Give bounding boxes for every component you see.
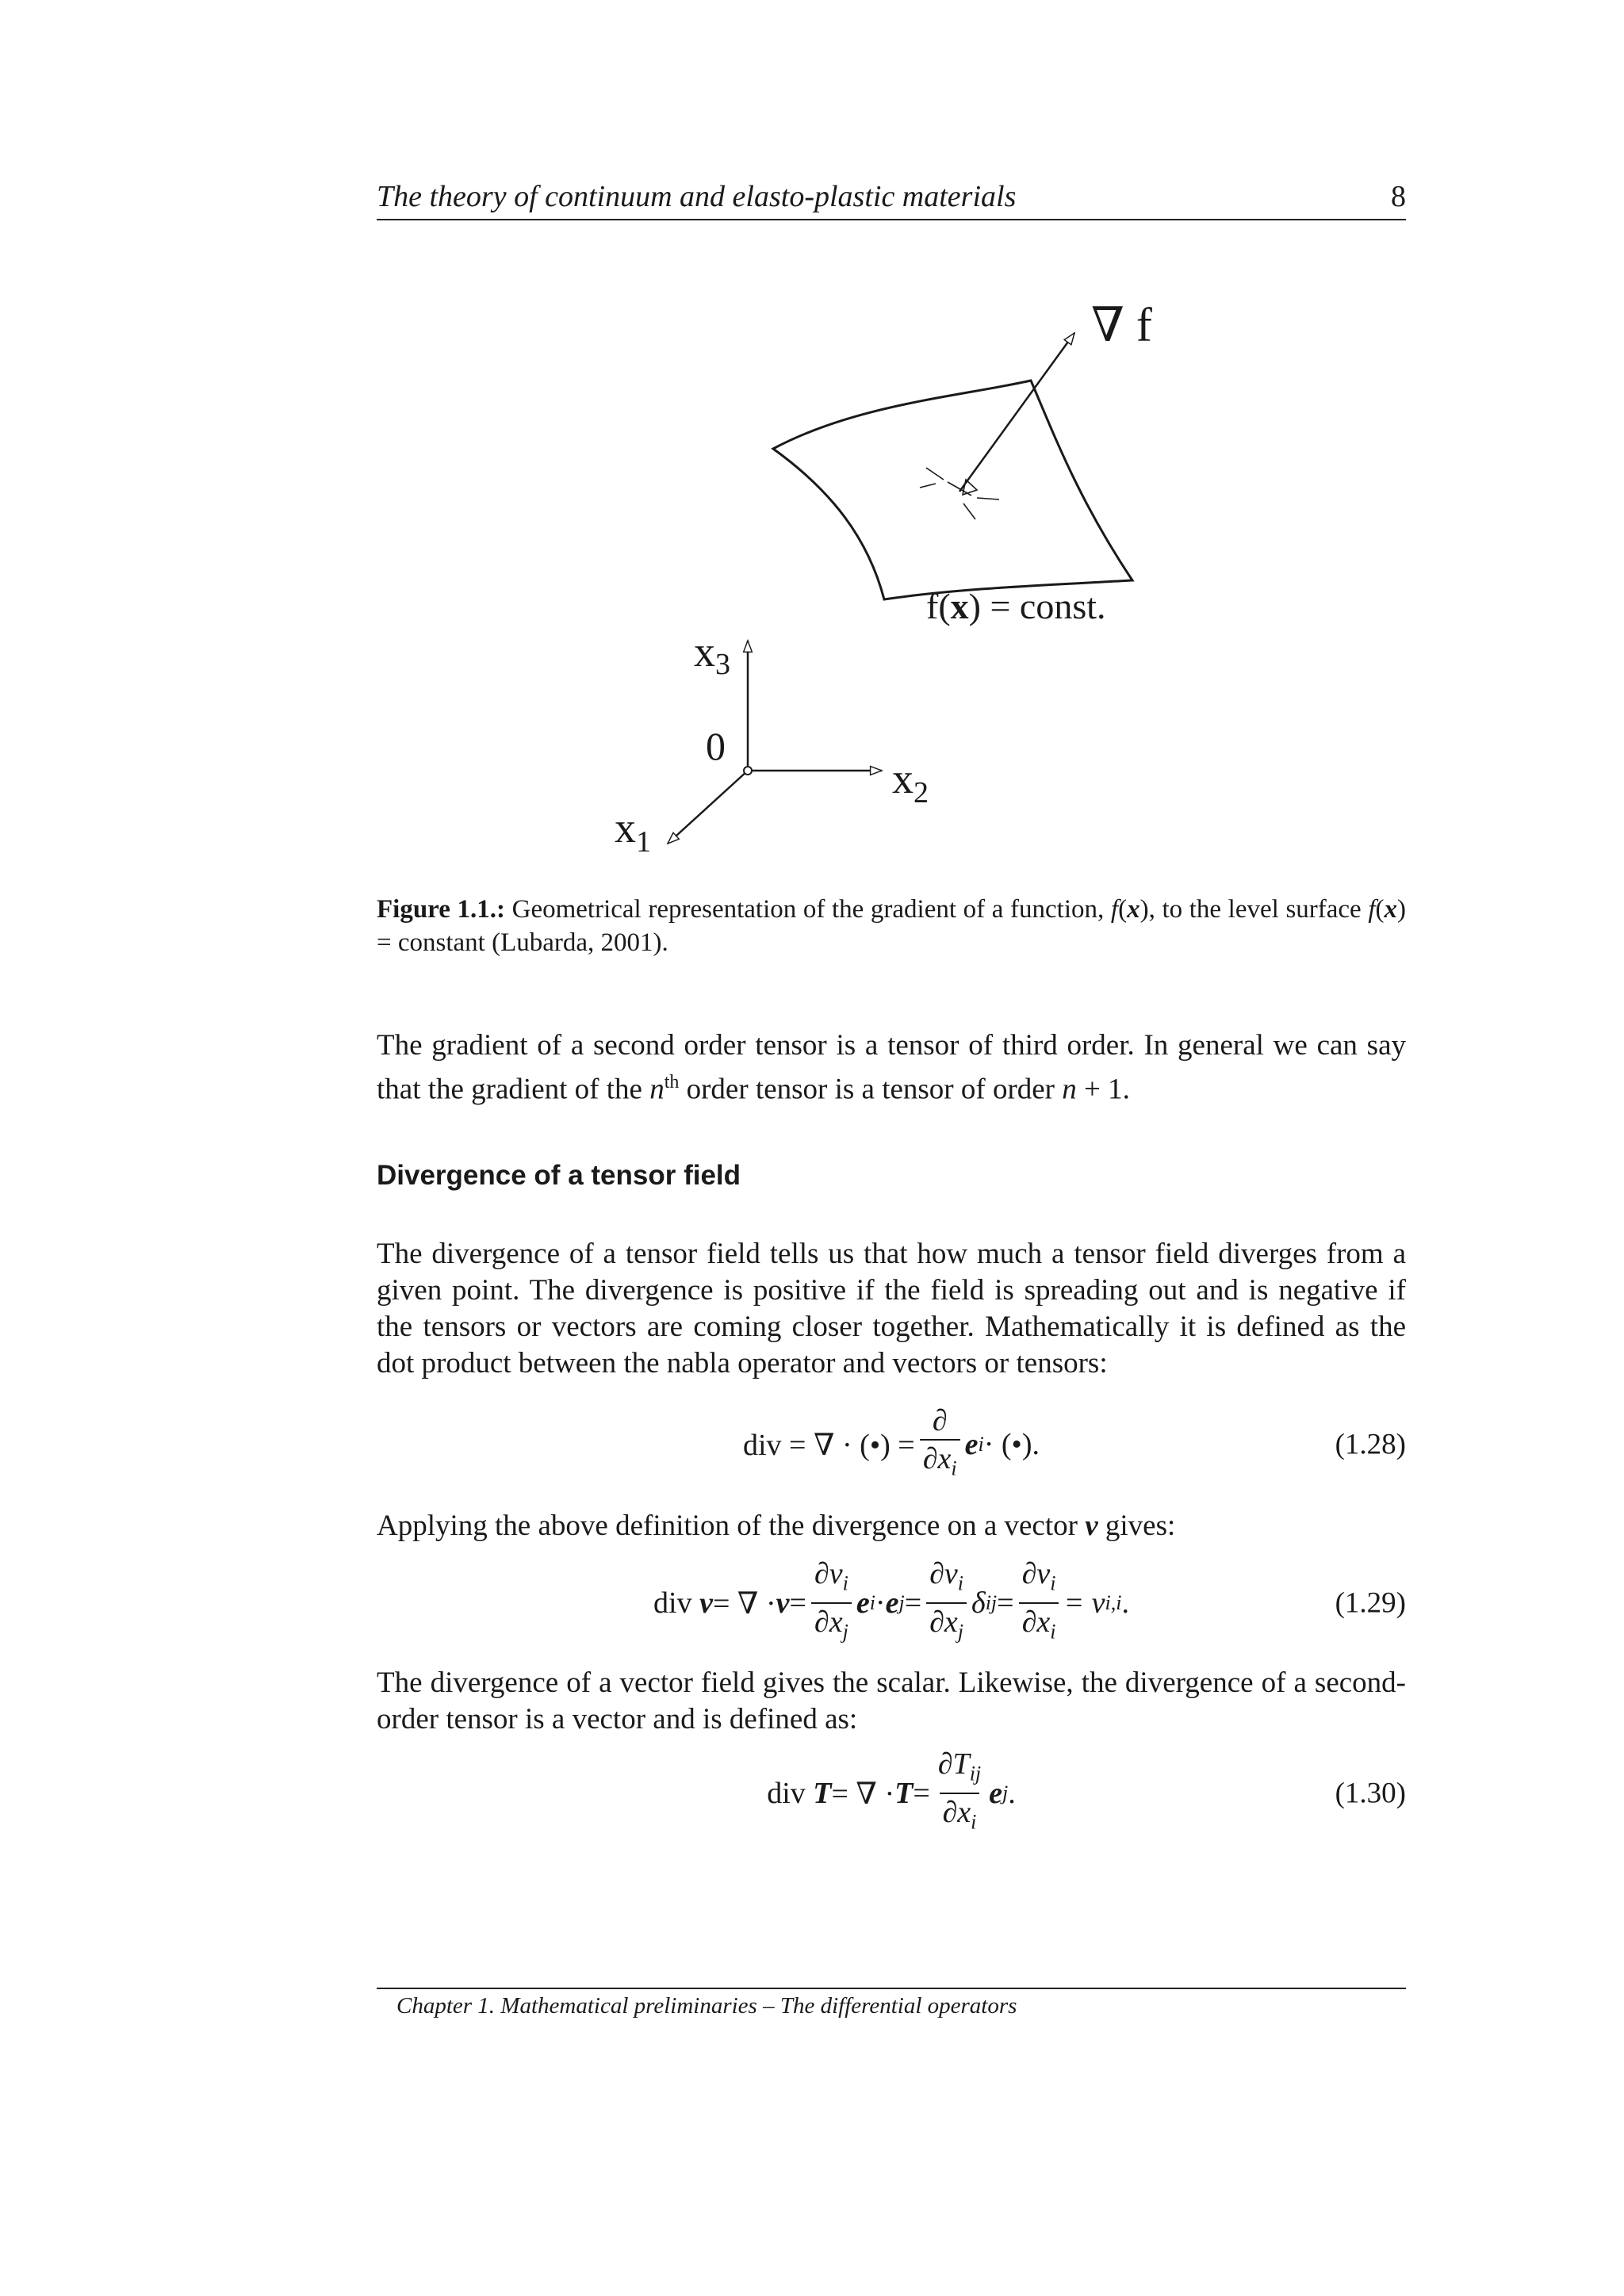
tangent-plane-marks	[920, 468, 999, 519]
eq129-f1-num-sub: i	[842, 1572, 848, 1595]
eq129-e1: e	[856, 1586, 870, 1620]
paragraph-gradient-order	[377, 1027, 1406, 1108]
equation-1-29	[377, 1557, 1406, 1644]
axis-x1-letter: x	[615, 804, 636, 851]
eq130-e: e	[989, 1777, 1003, 1810]
caption-x1: x	[1127, 895, 1140, 924]
eq130-div: div	[767, 1777, 806, 1810]
eq130-numerator	[935, 1747, 984, 1793]
gradient-vector	[959, 333, 1074, 492]
eq130-e-sub: j	[1002, 1781, 1009, 1804]
eq129-f1-num-text: ∂v	[814, 1557, 843, 1591]
eq130-mid: = ∇ ·	[831, 1777, 895, 1811]
eq129-f1-num	[811, 1557, 852, 1602]
eq129-result-sub: i,i	[1105, 1591, 1122, 1614]
eq129-e2-sub: j	[898, 1591, 905, 1614]
eq129-end: .	[1121, 1586, 1129, 1620]
caption-f1: f	[1110, 895, 1119, 924]
paragraph-divergence-definition: The divergence of a tensor field tells us that how much a tensor field diverges from a given point. The divergence is positive if the field is spreading out and is negative if the tensors or vectors are coming closer together. Mathematically it is defined as the dot product between the nabla operator and vectors or tensors:	[377, 1238, 1406, 1380]
eq129-eq4: = v	[1063, 1586, 1105, 1620]
eq130-number: (1.30)	[1335, 1777, 1406, 1810]
eq129-eq1: =	[789, 1586, 806, 1620]
eq129-f3-den	[1019, 1602, 1059, 1649]
eq129-dot: ·	[875, 1586, 886, 1620]
eq128-denominator	[920, 1439, 960, 1486]
p3-text-a: Applying the above definition of the divergence on a vector	[377, 1510, 1086, 1542]
running-header-title: The theory of continuum and elasto-plastic materials	[377, 180, 1017, 213]
caption-f2: f	[1368, 895, 1376, 924]
eq130-den-text: ∂x	[942, 1796, 971, 1829]
eq129-f2-den-text: ∂x	[929, 1605, 958, 1639]
eq130-num-sub: ij	[969, 1762, 982, 1785]
level-surface	[773, 381, 1132, 599]
eq128-number: (1.28)	[1335, 1428, 1406, 1461]
origin-point	[744, 767, 752, 775]
page-number: 8	[1391, 180, 1406, 213]
eq128-numerator: ∂	[932, 1403, 948, 1437]
surface-label-prefix: f(	[926, 586, 951, 626]
eq130-T1: T	[813, 1777, 832, 1810]
footer-rule	[377, 1988, 1406, 1989]
eq129-f2-den-sub: j	[957, 1620, 964, 1644]
eq128-lhs: div = ∇ · (•) =	[743, 1428, 915, 1462]
surface-label	[926, 586, 1106, 626]
p3-text-b: gives:	[1097, 1510, 1176, 1542]
eq129-f1-den-sub: j	[842, 1620, 848, 1644]
eq129-f3-num-sub: i	[1050, 1572, 1056, 1595]
eq129-mid1: = ∇ ·	[712, 1586, 776, 1621]
eq129-delta: δ	[971, 1586, 986, 1620]
eq129-f2-num	[926, 1557, 967, 1602]
section-heading: Divergence of a tensor field	[377, 1160, 741, 1191]
eq129-v2: v	[776, 1586, 790, 1620]
caption-label: Figure 1.1.:	[377, 895, 505, 924]
equation-1-30	[377, 1747, 1406, 1834]
eq129-f3-den-text: ∂x	[1021, 1605, 1051, 1639]
eq129-fraction-1	[811, 1557, 852, 1648]
axis-x3-letter: x	[694, 628, 715, 675]
gradient-figure-svg	[587, 301, 1205, 872]
eq129-div: div	[653, 1586, 692, 1620]
axis-x2-label	[892, 755, 929, 809]
gradient-label: ∇ f	[1091, 301, 1152, 351]
paragraph-tensor-divergence: The divergence of a vector field gives the scalar. Likewise, the divergence of a second-order tensor is a vector and is defined as:	[377, 1667, 1406, 1735]
eq129-e1-sub: i	[869, 1591, 875, 1614]
eq129-eq2: =	[904, 1586, 922, 1620]
surface-label-var: x	[950, 586, 969, 626]
paragraph-vector-divergence	[377, 1508, 1406, 1544]
p1-text-a: The gradient of a second order tensor is a tensor of third order. In general we can say that the gradient of the	[377, 1029, 1406, 1106]
eq128-den-text: ∂x	[922, 1441, 952, 1475]
running-footer: Chapter 1. Mathematical preliminaries – The differential operators	[396, 1993, 1017, 2019]
eq128-e: e	[964, 1428, 979, 1461]
caption-text-2: , to the level surface	[1148, 895, 1369, 924]
eq130-fraction	[935, 1747, 984, 1839]
axis-x3-sub: 3	[715, 648, 730, 681]
surface-label-suffix: ) = const.	[968, 586, 1106, 626]
p1-n: n	[649, 1073, 665, 1106]
caption-text-1: Geometrical representation of the gradient of a function,	[505, 895, 1111, 924]
axis-x3-label	[694, 628, 730, 681]
eq128-rest: · (•).	[983, 1428, 1040, 1461]
eq129-f1-den-text: ∂x	[814, 1605, 843, 1639]
eq129-eq3: =	[997, 1586, 1014, 1620]
eq128-den-sub: i	[951, 1456, 957, 1480]
axis-x2-letter: x	[892, 755, 914, 802]
origin-label: 0	[706, 724, 726, 768]
eq129-v1: v	[699, 1586, 713, 1620]
eq129-number: (1.29)	[1335, 1586, 1406, 1620]
gradient-figure	[587, 301, 1205, 872]
eq129-f1-den	[811, 1602, 852, 1649]
p1-n2: n	[1062, 1073, 1077, 1106]
header-rule	[377, 219, 1406, 220]
p1-text-b: order tensor is a tensor of order	[679, 1073, 1063, 1106]
eq129-fraction-2	[926, 1557, 967, 1648]
eq130-end: .	[1008, 1777, 1016, 1810]
eq130-eq: =	[913, 1777, 930, 1810]
axis-x1-label	[615, 804, 651, 859]
eq129-f3-num	[1019, 1557, 1059, 1602]
eq130-num-text: ∂T	[937, 1747, 970, 1781]
eq129-f2-den	[926, 1602, 967, 1649]
caption-x2: x	[1384, 895, 1397, 924]
p1-th: th	[664, 1072, 680, 1093]
eq130-denominator	[940, 1793, 980, 1839]
eq128-e-sub: i	[978, 1433, 984, 1456]
eq130-den-sub: i	[971, 1810, 977, 1834]
eq129-f3-num-text: ∂v	[1021, 1557, 1051, 1591]
axis-x1	[668, 771, 748, 844]
axis-x1-sub: 1	[636, 825, 651, 859]
eq129-f2-num-sub: i	[957, 1572, 964, 1595]
p1-text-c: + 1.	[1076, 1073, 1130, 1106]
caption-text-3: = constant (Lubarda, 2001).	[377, 928, 668, 957]
eq129-e2: e	[885, 1586, 899, 1620]
eq129-delta-sub: ij	[985, 1591, 998, 1614]
eq129-fraction-3	[1019, 1557, 1059, 1648]
eq129-f2-num-text: ∂v	[929, 1557, 958, 1591]
axis-x2-sub: 2	[914, 776, 929, 809]
eq129-f3-den-sub: i	[1050, 1620, 1056, 1644]
eq130-T2: T	[894, 1777, 914, 1810]
equation-1-28	[377, 1405, 1406, 1484]
p3-v: v	[1085, 1510, 1098, 1542]
figure-caption: Figure 1.1.: Geometrical representation of the gradient of a function, f(x), to the level surface f(x) = constant (Lubarda, 2001).	[377, 895, 1406, 957]
eq128-fraction	[920, 1404, 960, 1486]
